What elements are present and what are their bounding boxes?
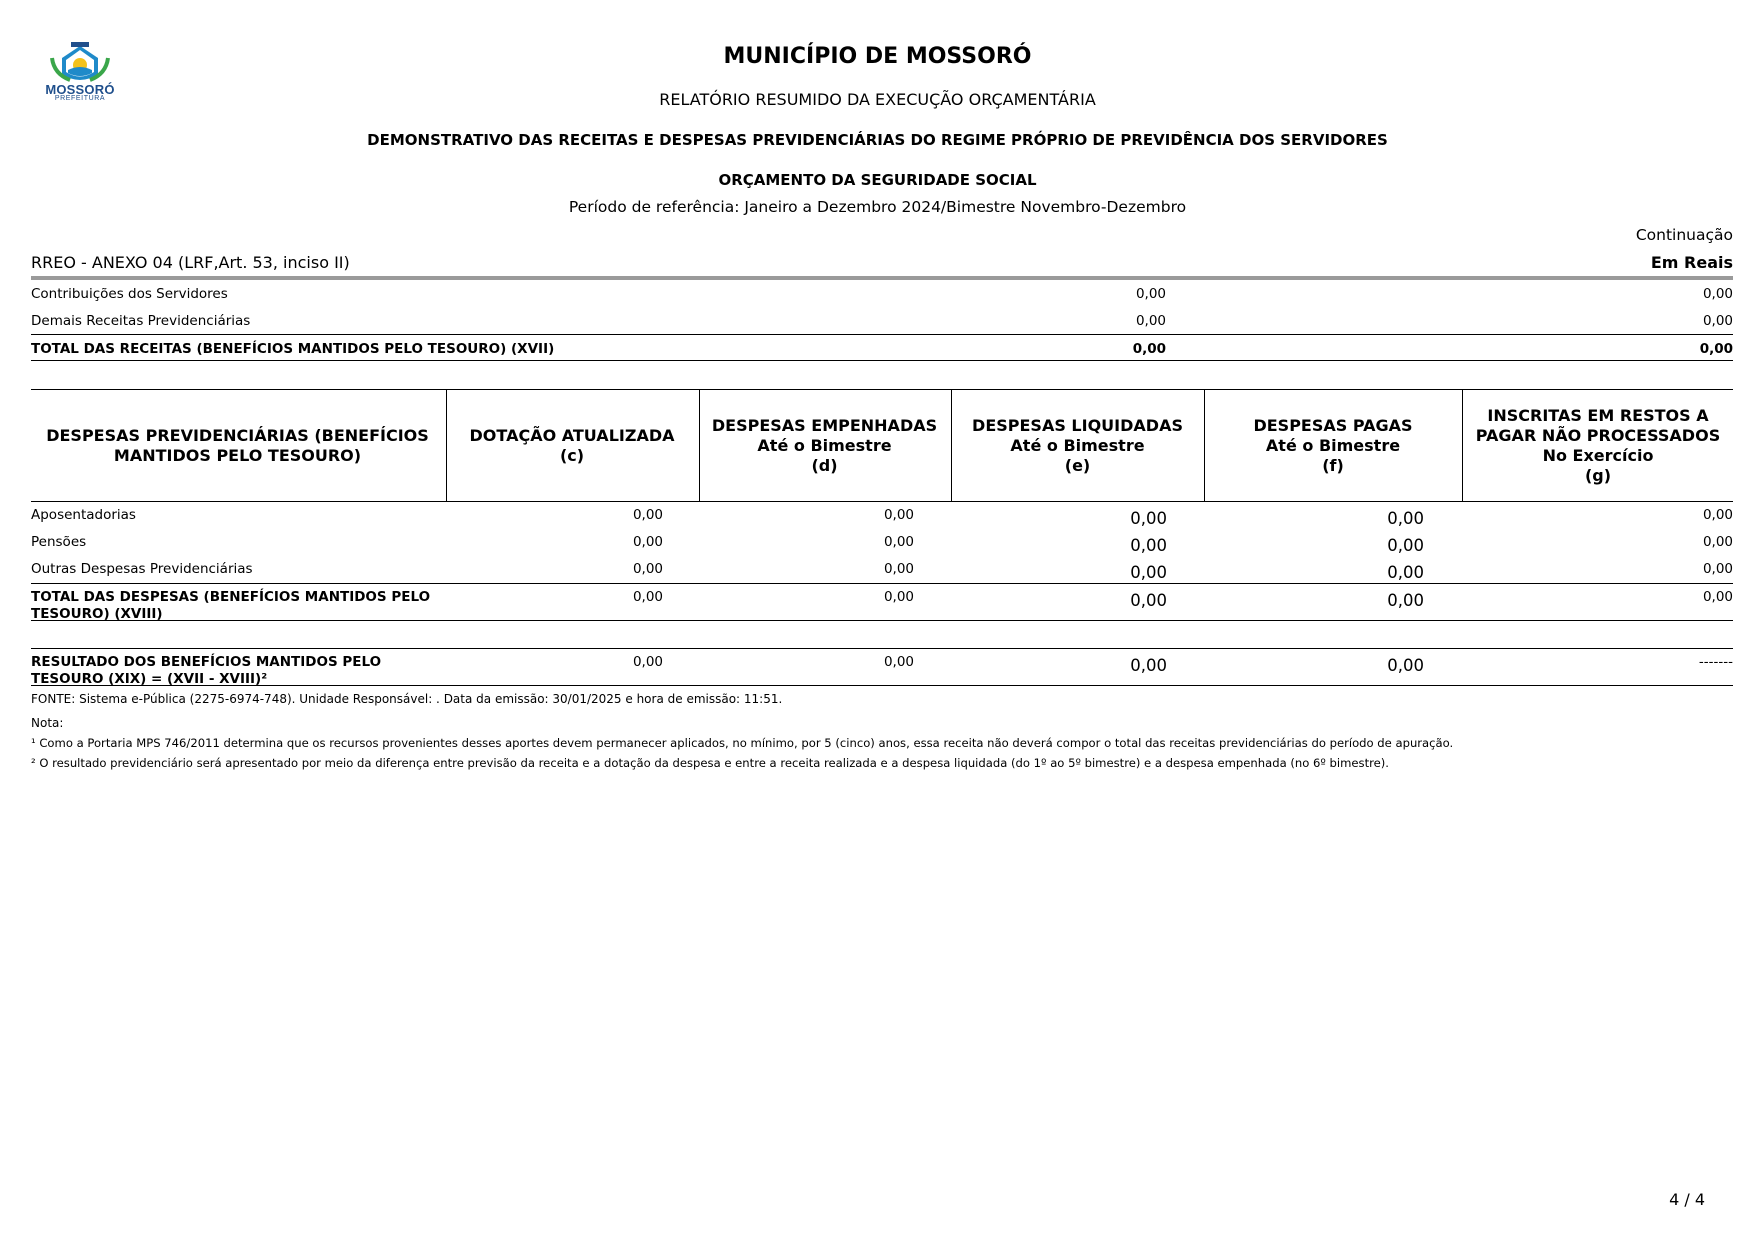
despesa-label: Outras Despesas Previdenciárias (31, 561, 253, 577)
page-title: MUNICÍPIO DE MOSSORÓ (723, 44, 1032, 69)
header-despesas-pagas: DESPESAS PAGAS Até o Bimestre (f) (1253, 416, 1413, 475)
despesa-liquidada: 0,00 (1130, 563, 1167, 582)
receita-total-value-1: 0,00 (1132, 341, 1166, 357)
despesa-liquidada: 0,00 (1130, 536, 1167, 555)
receita-total-row (31, 334, 1733, 361)
despesas-table-header (31, 389, 1733, 502)
receita-row (31, 280, 1733, 307)
continuacao-label: Continuação (1635, 226, 1733, 244)
nota-1: ¹ Como a Portaria MPS 746/2011 determina que os recursos provenientes desses aportes devem permanecer aplicados, no mínimo, por 5 (cinco) anos, essa receita não deverá compor o total das receitas previdenciárias do período de apuração. (31, 736, 1454, 750)
despesa-row (31, 556, 1733, 583)
receita-total-value-2: 0,00 (1699, 341, 1733, 357)
receita-label: Demais Receitas Previdenciárias (31, 313, 251, 329)
header-despesas-empenhadas: DESPESAS EMPENHADAS Até o Bimestre (d) (711, 416, 938, 475)
logo-text: MOSSORÓ (45, 82, 115, 97)
nota-2: ² O resultado previdenciário será apresentado por meio da diferença entre previsão da receita e a dotação da despesa e entre a receita realizada e a despesa liquidada (do 1º ao 5º bimestre) e a despesa empenhada (no 6º bimestre). (31, 756, 1389, 770)
header-despesas-previdenciarias: DESPESAS PREVIDENCIÁRIAS (BENEFÍCIOS MANTIDOS PELO TESOURO) (46, 426, 429, 465)
report-subtitle: RELATÓRIO RESUMIDO DA EXECUÇÃO ORÇAMENTÁRIA (659, 90, 1096, 109)
orcamento-title: ORÇAMENTO DA SEGURIDADE SOCIAL (718, 171, 1037, 189)
despesa-total-empenhada: 0,00 (883, 589, 914, 605)
despesa-dotacao: 0,00 (632, 534, 663, 550)
despesa-dotacao: 0,00 (632, 507, 663, 523)
header-restos-a-pagar: INSCRITAS EM RESTOS A PAGAR NÃO PROCESSADOS No Exercício (g) (1475, 406, 1721, 485)
despesa-restos: 0,00 (1702, 534, 1733, 550)
receita-value-2: 0,00 (1702, 313, 1733, 329)
receita-total-label: TOTAL DAS RECEITAS (BENEFÍCIOS MANTIDOS PELO TESOURO) (XVII) (31, 341, 555, 357)
receita-value-1: 0,00 (1135, 313, 1166, 329)
periodo-referencia: Período de referência: Janeiro a Dezembro 2024/Bimestre Novembro-Dezembro (568, 198, 1187, 216)
despesa-total-paga: 0,00 (1387, 591, 1424, 610)
despesa-label: Aposentadorias (31, 507, 136, 523)
rreo-label: RREO - ANEXO 04 (LRF,Art. 53, inciso II) (31, 253, 350, 272)
despesa-empenhada: 0,00 (883, 507, 914, 523)
resultado-label: RESULTADO DOS BENEFÍCIOS MANTIDOS PELO TESOURO (XIX) = (XVII - XVIII)² (31, 654, 382, 687)
despesa-row (31, 502, 1733, 529)
despesa-label: Pensões (31, 534, 87, 550)
resultado-dotacao: 0,00 (632, 654, 663, 670)
resultado-paga: 0,00 (1387, 656, 1424, 675)
receita-value-1: 0,00 (1135, 286, 1166, 302)
em-reais-label: Em Reais (1650, 253, 1733, 272)
despesa-total-restos: 0,00 (1702, 589, 1733, 605)
despesa-total-row (31, 583, 1733, 621)
resultado-restos: ------- (1698, 654, 1733, 670)
despesa-liquidada: 0,00 (1130, 509, 1167, 528)
despesa-paga: 0,00 (1387, 563, 1424, 582)
despesa-restos: 0,00 (1702, 561, 1733, 577)
despesa-total-label: TOTAL DAS DESPESAS (BENEFÍCIOS MANTIDOS PELO TESOURO) (XVIII) (31, 589, 431, 622)
nota-label: Nota: (31, 716, 64, 730)
resultado-empenhada: 0,00 (883, 654, 914, 670)
despesa-row (31, 529, 1733, 556)
page-number: 4 / 4 (1669, 1190, 1705, 1209)
despesa-restos: 0,00 (1702, 507, 1733, 523)
despesa-empenhada: 0,00 (883, 534, 914, 550)
fonte-text: FONTE: Sistema e-Pública (2275-6974-748). Unidade Responsável: . Data da emissão: 30/01/2025 e hora de emissão: 11:51. (31, 692, 783, 706)
despesa-paga: 0,00 (1387, 509, 1424, 528)
despesa-paga: 0,00 (1387, 536, 1424, 555)
header-despesas-liquidadas: DESPESAS LIQUIDADAS Até o Bimestre (e) (972, 416, 1183, 475)
receita-row (31, 307, 1733, 334)
despesa-total-liquidada: 0,00 (1130, 591, 1167, 610)
receita-label: Contribuições dos Servidores (31, 286, 228, 302)
logo-subtext: PREFEITURA (54, 95, 106, 102)
receita-value-2: 0,00 (1702, 286, 1733, 302)
resultado-liquidada: 0,00 (1130, 656, 1167, 675)
despesa-total-dotacao: 0,00 (632, 589, 663, 605)
despesa-dotacao: 0,00 (632, 561, 663, 577)
despesa-empenhada: 0,00 (883, 561, 914, 577)
resultado-row (31, 648, 1733, 686)
header-dotacao-atualizada: DOTAÇÃO ATUALIZADA (c) (469, 426, 675, 465)
demonstrativo-title: DEMONSTRATIVO DAS RECEITAS E DESPESAS PREVIDENCIÁRIAS DO REGIME PRÓPRIO DE PREVIDÊNCIA DOS SERVIDORES (367, 131, 1388, 149)
